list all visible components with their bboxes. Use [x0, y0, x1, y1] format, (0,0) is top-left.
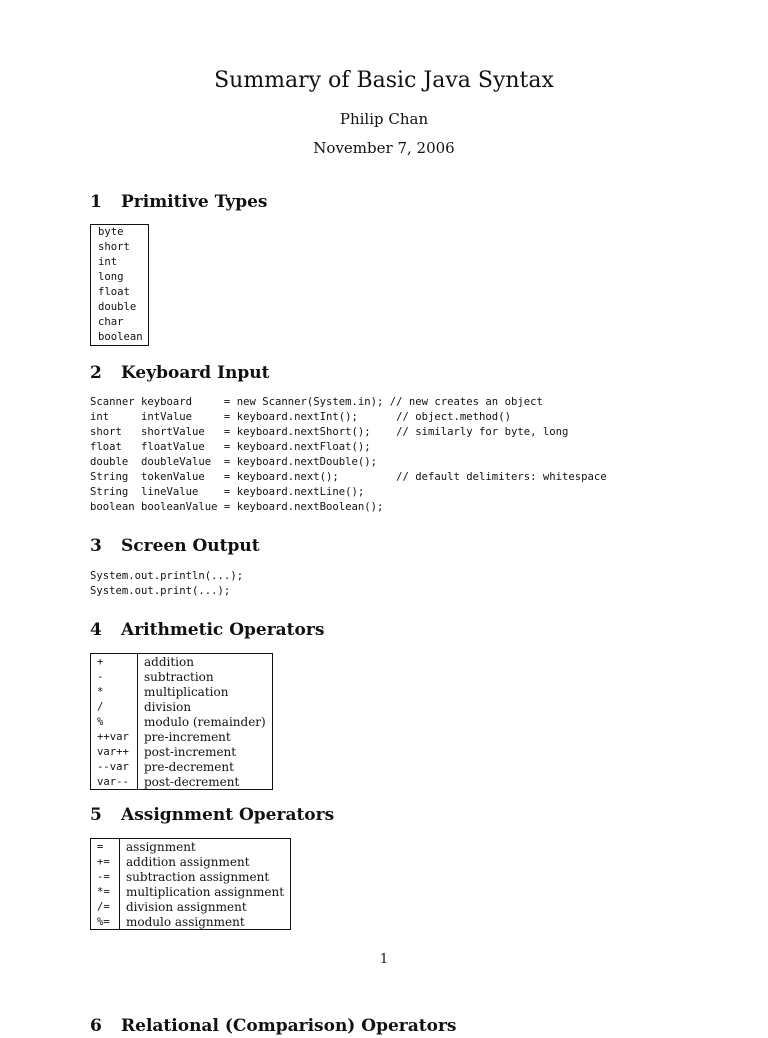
section-number: 6 — [90, 1016, 102, 1036]
primitive-type: int — [98, 256, 118, 268]
operator-description: assignment — [126, 839, 196, 854]
document-title: Summary of Basic Java Syntax — [214, 68, 554, 93]
operator-description: division assignment — [126, 899, 247, 914]
primitive-type: byte — [98, 226, 124, 238]
table-row — [91, 714, 273, 729]
section-heading-screen-output — [90, 534, 260, 558]
table-row — [91, 759, 273, 774]
operator-description: modulo (remainder) — [144, 714, 266, 729]
section-title: Assignment Operators — [121, 805, 335, 825]
operator-symbol: += — [91, 854, 120, 869]
operator-description: multiplication — [144, 684, 229, 699]
operator-symbol: -= — [91, 869, 120, 884]
table-row — [91, 854, 291, 869]
primitive-type: double — [98, 301, 137, 313]
section-title: Screen Output — [121, 536, 260, 556]
table-row — [91, 914, 291, 930]
section-title: Relational (Comparison) Operators — [121, 1016, 457, 1036]
page-number: 1 — [379, 952, 389, 967]
section-title: Arithmetic Operators — [121, 620, 325, 640]
keyboard-input-code: Scanner keyboard = new Scanner(System.in); // new creates an object int intValue = keyboard.nextInt(); // object.method() short shortValue = keyboard.nextShort(); // similarly for byte, long float floatValue = keyboard.nextFloat(); double doubleValue = keyboard.nextDouble(); String tokenValue = keyboard.next(); // default delimiters: whitespace String lineValue = keyboard.nextLine(); boolean booleanValue = keyboard.nextBoolean(); — [90, 396, 607, 513]
table-row — [91, 699, 273, 714]
operator-symbol: % — [91, 714, 138, 729]
primitive-type: float — [98, 286, 130, 298]
section-heading-arithmetic-operators — [90, 618, 324, 642]
section-heading-keyboard-input — [90, 361, 270, 385]
table-row — [91, 684, 273, 699]
operator-symbol: var++ — [91, 744, 138, 759]
section-heading-primitive-types — [90, 190, 268, 214]
operator-symbol: var-- — [91, 774, 138, 790]
assignment-operators-table — [90, 838, 291, 930]
operator-description: post-increment — [144, 744, 237, 759]
table-row — [91, 899, 291, 914]
table-row — [91, 869, 291, 884]
section-number: 2 — [90, 363, 102, 383]
operator-description: division — [144, 699, 192, 714]
operator-symbol: / — [91, 699, 138, 714]
operator-description: multiplication assignment — [126, 884, 285, 899]
operator-description: addition — [144, 654, 194, 669]
section-number: 1 — [90, 192, 102, 212]
primitive-type: boolean — [98, 331, 143, 343]
operator-symbol: = — [91, 839, 120, 855]
section-title: Primitive Types — [121, 192, 268, 212]
table-row — [91, 669, 273, 684]
operator-symbol: + — [91, 654, 138, 670]
section-heading-relational-operators — [90, 1014, 456, 1038]
table-row — [91, 774, 273, 790]
primitive-type: char — [98, 316, 124, 328]
operator-description: subtraction — [144, 669, 214, 684]
table-row — [91, 654, 273, 670]
section-number: 3 — [90, 536, 102, 556]
operator-symbol: ++var — [91, 729, 138, 744]
operator-description: post-decrement — [144, 774, 240, 789]
operator-symbol: %= — [91, 914, 120, 930]
table-row — [91, 729, 273, 744]
operator-symbol: --var — [91, 759, 138, 774]
operator-description: pre-increment — [144, 729, 231, 744]
operator-description: pre-decrement — [144, 759, 234, 774]
table-row — [91, 884, 291, 899]
section-title: Keyboard Input — [121, 363, 270, 383]
section-number: 5 — [90, 805, 102, 825]
document-date: November 7, 2006 — [313, 139, 455, 157]
primitive-type: short — [98, 241, 130, 253]
operator-description: subtraction assignment — [126, 869, 270, 884]
screen-output-code: System.out.println(...); System.out.print(...); — [90, 570, 244, 597]
operator-description: addition assignment — [126, 854, 250, 869]
section-number: 4 — [90, 620, 102, 640]
operator-symbol: /= — [91, 899, 120, 914]
arithmetic-operators-table — [90, 653, 273, 790]
operator-symbol: *= — [91, 884, 120, 899]
table-row — [91, 839, 291, 855]
document-author: Philip Chan — [339, 110, 429, 128]
operator-symbol: * — [91, 684, 138, 699]
section-heading-assignment-operators — [90, 803, 334, 827]
operator-symbol: - — [91, 669, 138, 684]
table-row — [91, 744, 273, 759]
primitive-types-box — [90, 224, 149, 346]
operator-description: modulo assignment — [126, 914, 245, 929]
primitive-type: long — [98, 271, 124, 283]
